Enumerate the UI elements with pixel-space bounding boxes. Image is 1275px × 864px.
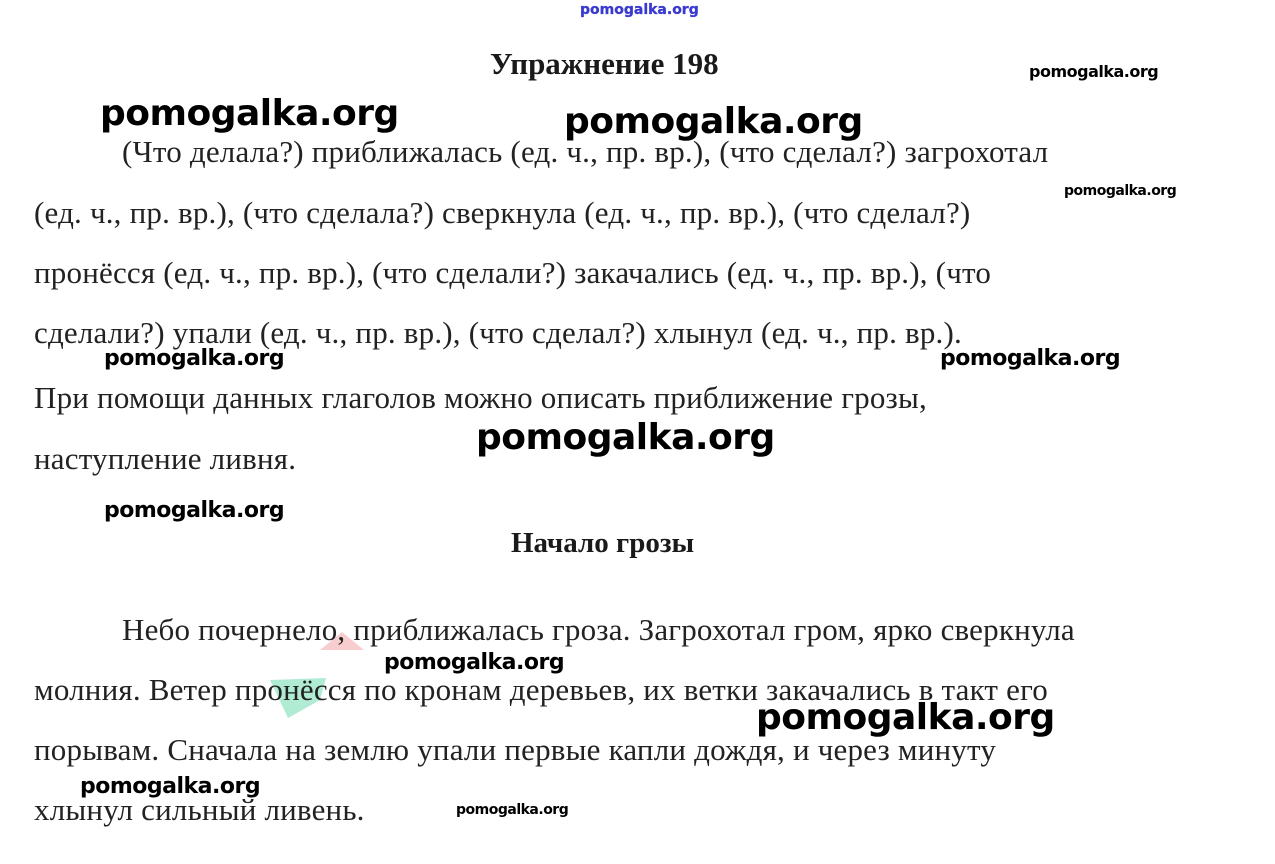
watermark: pomogalka.org — [1064, 183, 1177, 199]
text-line: При помощи данных глаголов можно описать приближение грозы, — [34, 380, 927, 415]
text-line: (ед. ч., пр. вр.), (что сделала?) сверкнула (ед. ч., пр. вр.), (что сделал?) — [34, 195, 971, 230]
watermark: pomogalka.org — [456, 802, 569, 818]
watermark: pomogalka.org — [100, 93, 399, 134]
text-line: Небо почернело, приближалась гроза. Загрохотал гром, ярко сверкнула — [122, 612, 1075, 647]
watermark: pomogalka.org — [80, 774, 261, 799]
story-title: Начало грозы — [511, 527, 695, 559]
text-line: сделали?) упали (ед. ч., пр. вр.), (что сделал?) хлынул (ед. ч., пр. вр.). — [34, 315, 962, 350]
watermark-top: pomogalka.org — [580, 2, 699, 18]
watermark: pomogalka.org — [1029, 62, 1159, 81]
watermark: pomogalka.org — [564, 101, 863, 142]
text-line: (Что делала?) приближалась (ед. ч., пр. вр.), (что сделал?) загрохотал — [122, 134, 1049, 169]
watermark: pomogalka.org — [384, 650, 565, 675]
text-line: молния. Ветер пронёсся по кронам деревьев, их ветки закачались в такт его — [34, 672, 1048, 707]
text-line: наступление ливня. — [34, 441, 297, 476]
text-line: хлынул сильный ливень. — [34, 792, 365, 827]
watermark: pomogalka.org — [104, 498, 285, 523]
watermark: pomogalka.org — [476, 417, 775, 458]
watermark: pomogalka.org — [756, 697, 1055, 738]
exercise-title: Упражнение 198 — [490, 46, 719, 81]
watermark: pomogalka.org — [940, 346, 1121, 371]
text-line: порывам. Сначала на землю упали первые капли дождя, и через минуту — [34, 732, 997, 767]
watermark: pomogalka.org — [104, 346, 285, 371]
text-line: пронёсся (ед. ч., пр. вр.), (что сделали?) закачались (ед. ч., пр. вр.), (что — [34, 255, 992, 290]
